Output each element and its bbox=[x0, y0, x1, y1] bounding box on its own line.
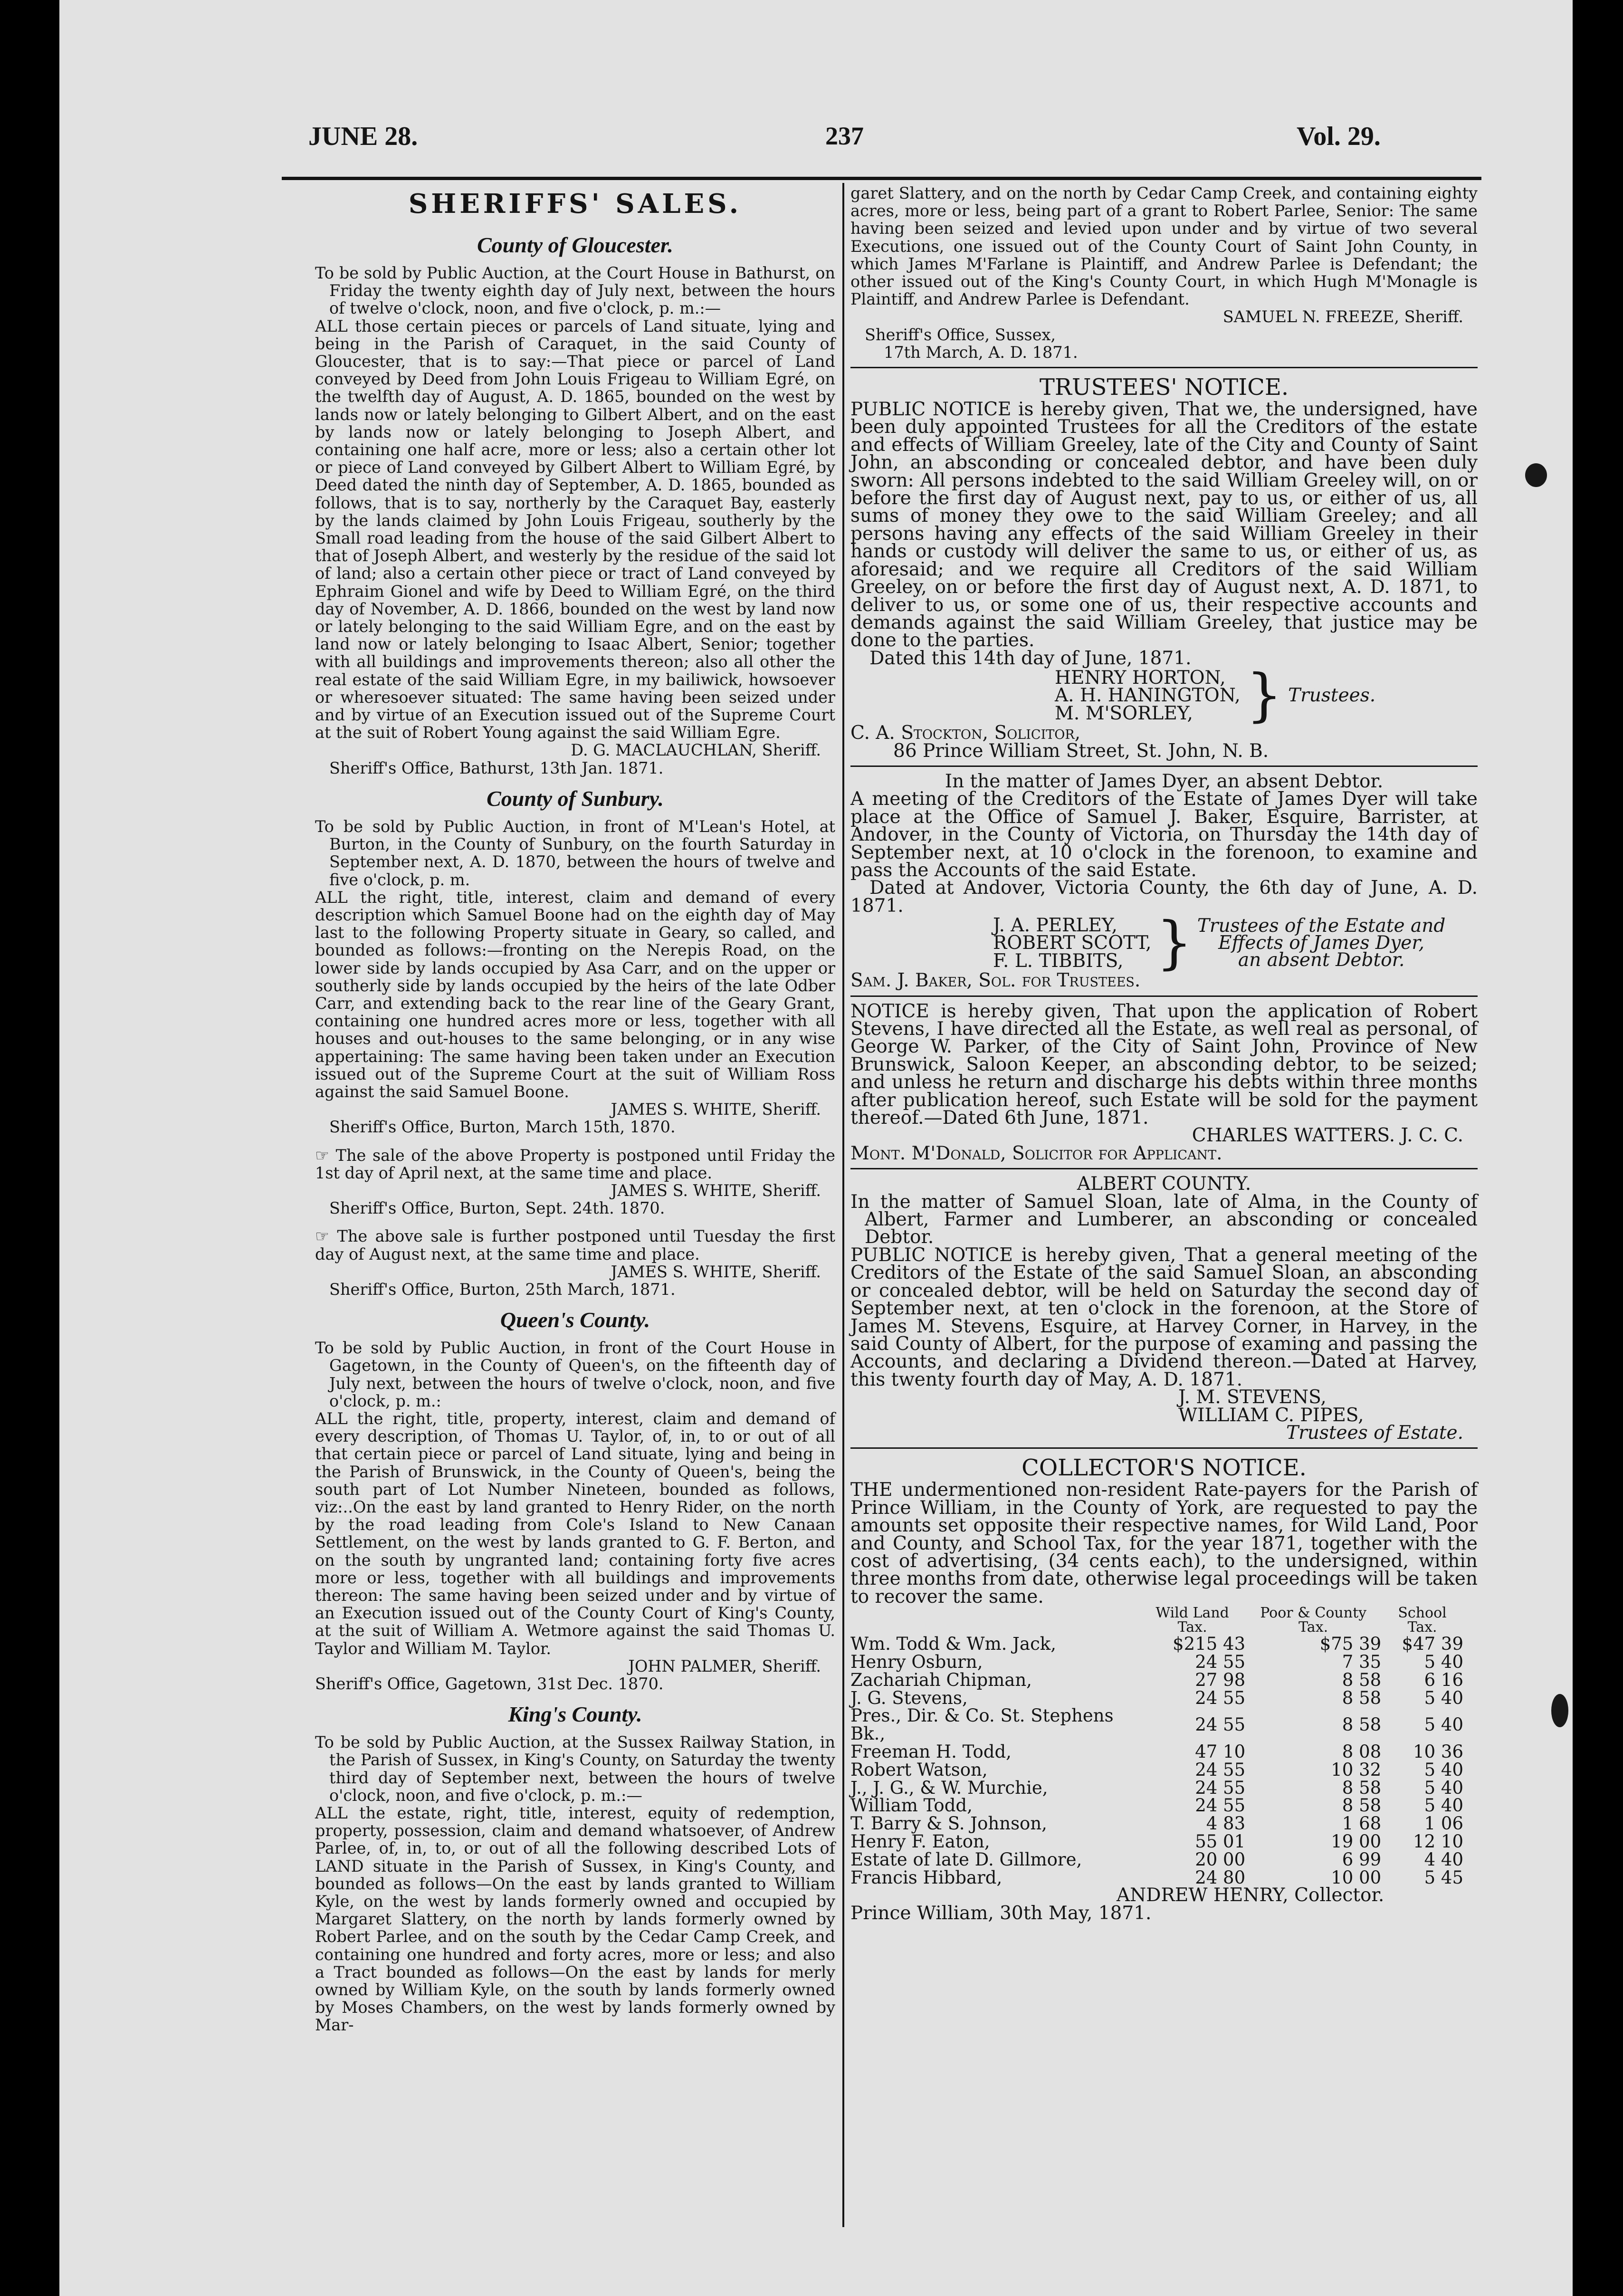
tax-amount: 6 16 bbox=[1424, 1669, 1463, 1690]
sunbury-body: ALL the right, title, interest, claim and demand of every description which Samuel Boone had on the eighth day of May last to the following Property situate in Geary, so called, and bounded as follows:—fronting on the Nerepis Road, on the lower side by lands occupied by Asa Carr, and on the upper or southerly side by lands occupied by the heirs of the late Odber Carr, and extending back to the rear line of the Geary Grant, containing one hundred acres more or less, together with all houses and out-houses to the same belonging, or in any wise appertaining: The same having been taken under an Execution issued out of the Supreme Court at the suit of William Ross against the said Samuel Boone. bbox=[315, 888, 835, 1101]
collector-signature: ANDREW HENRY, Collector. bbox=[1117, 1885, 1384, 1906]
trustee-name: F. L. TIBBITS, bbox=[993, 950, 1124, 972]
dyer-notice bbox=[850, 770, 1478, 992]
column-header: Poor & County Tax. bbox=[1260, 1605, 1367, 1636]
sheriffs-sales-title: SHERIFFS' SALES. bbox=[408, 188, 742, 220]
tax-amount: 8 58 bbox=[1342, 1669, 1382, 1690]
ratepayer-name: Pres., Dir. & Co. St. Stephens Bk., bbox=[850, 1705, 1114, 1744]
tax-amount: 5 40 bbox=[1424, 1714, 1463, 1735]
stevens-notice bbox=[850, 1000, 1478, 1164]
dyer-solicitor: Sam. J. Baker, Sol. for Trustees. bbox=[850, 970, 1141, 992]
table-row bbox=[850, 1635, 1463, 1653]
tax-amount: 10 00 bbox=[1331, 1867, 1382, 1888]
gloucester-intro: To be sold by Public Auction, at the Court House in Bathurst, on Friday the twenty eighth day of July next, between the hours of twelve o'clock, noon, and five o'clock, p. m.:— bbox=[315, 264, 835, 318]
trustees-label: Trustees. bbox=[1288, 685, 1376, 707]
sunbury-postpone-1: ☞ The sale of the above Property is postponed until Friday the 1st day of April next, at the same time and place. bbox=[315, 1146, 835, 1182]
table-row bbox=[850, 1743, 1463, 1761]
tax-amount: 24 55 bbox=[1195, 1795, 1246, 1816]
tax-amount: 10 32 bbox=[1331, 1759, 1382, 1780]
gloucester-office: Sheriff's Office, Bathurst, 13th Jan. 1871. bbox=[329, 758, 664, 777]
albert-name-2: WILLIAM C. PIPES, bbox=[1178, 1404, 1364, 1426]
collector-place-date: Prince William, 30th May, 1871. bbox=[850, 1902, 1152, 1924]
dyer-dated: Dated at Andover, Victoria County, the 6th day of June, A. D. 1871. bbox=[850, 877, 1478, 917]
tax-amount: 5 45 bbox=[1424, 1867, 1463, 1888]
trustees-notice bbox=[850, 374, 1478, 760]
ratepayer-name: Henry F. Eaton, bbox=[850, 1831, 990, 1852]
kings-heading: King's County. bbox=[508, 1702, 642, 1727]
tax-amount: 24 80 bbox=[1195, 1867, 1246, 1888]
table-row bbox=[850, 1653, 1463, 1671]
tax-amount: 5 40 bbox=[1424, 1759, 1463, 1780]
trustees-address: 86 Prince William Street, St. John, N. B. bbox=[893, 740, 1269, 762]
tax-amount: $75 39 bbox=[1319, 1634, 1382, 1655]
albert-matter: In the matter of Samuel Sloan, late of Alma, in the County of Albert, Farmer and Lumberer, an absconding or concealed Debtor. bbox=[850, 1191, 1478, 1248]
sunbury-office-3: Sheriff's Office, Burton, 25th March, 1871. bbox=[329, 1280, 676, 1299]
tax-amount: 8 58 bbox=[1342, 1714, 1382, 1735]
table-row bbox=[850, 1671, 1463, 1689]
tax-amount: 5 40 bbox=[1424, 1777, 1463, 1798]
collector-body: THE undermentioned non-resident Rate-payers for the Parish of Prince William, in the County of York, are requested to pay the amounts set opposite their respective names, for Wild Land, Poor and County, and School Tax, for the year 1871, together with the cost of advertising, (34 cents each), to the undersigned, within three months from date, otherwise legal proceedings will be taken to recover the same. bbox=[850, 1479, 1478, 1607]
sunbury-office-1: Sheriff's Office, Burton, March 15th, 1870. bbox=[329, 1118, 676, 1137]
table-row bbox=[850, 1833, 1463, 1851]
trustee-name: HENRY HORTON, bbox=[1055, 667, 1226, 689]
kings-intro: To be sold by Public Auction, at the Sussex Railway Station, in the Parish of Sussex, in King's County, on Saturday the twenty third day of September next, between the hours of twelve o'clock, noon, and five o'clock, p. m.:— bbox=[315, 1733, 835, 1805]
tax-amount: 8 58 bbox=[1342, 1687, 1382, 1708]
stevens-body: NOTICE is hereby given, That upon the application of Robert Stevens, I have directed all the Estate, as well real as personal, of George W. Parker, of the City of Saint John, Province of New Brunswick, Saloon Keeper, an absconding debtor, to be seized; and unless he return and discharge his debts within three months after publication hereof, such Estate will be sold for the payment thereof.—Dated 6th June, 1871. bbox=[850, 1000, 1478, 1129]
dyer-matter: In the matter of James Dyer, an absent Debtor. bbox=[945, 770, 1384, 792]
tax-amount: 6 99 bbox=[1342, 1849, 1382, 1870]
tax-table bbox=[850, 1606, 1463, 1886]
dyer-signatures bbox=[850, 910, 1478, 976]
table-row bbox=[850, 1797, 1463, 1815]
trustee-name: ROBERT SCOTT, bbox=[993, 932, 1152, 954]
table-row bbox=[850, 1689, 1463, 1707]
right-column bbox=[850, 184, 1478, 1922]
kings-notice bbox=[315, 1699, 835, 2034]
tax-amount: $47 39 bbox=[1402, 1634, 1463, 1655]
sunbury-office-2: Sheriff's Office, Burton, Sept. 24th. 1870. bbox=[329, 1199, 665, 1218]
ratepayer-name: J. G. Stevens, bbox=[850, 1687, 968, 1708]
gloucester-notice bbox=[315, 230, 835, 777]
volume-label: Vol. 29. bbox=[1297, 122, 1381, 151]
queens-office: Sheriff's Office, Gagetown, 31st Dec. 1870. bbox=[315, 1674, 664, 1693]
page-number: 237 bbox=[825, 122, 864, 150]
sunbury-sheriff-1: JAMES S. WHITE, Sheriff. bbox=[611, 1100, 821, 1119]
sunbury-intro: To be sold by Public Auction, in front of M'Lean's Hotel, at Burton, in the County of Sunbury, on the fourth Saturday in September next, A. D. 1870, between the hours of twelve and five o'clock, p. m. bbox=[315, 817, 835, 889]
issue-date: JUNE 28. bbox=[308, 122, 418, 151]
dyer-label-1: Trustees of the Estate and bbox=[1197, 915, 1446, 937]
trustees-dated: Dated this 14th day of June, 1871. bbox=[869, 647, 1192, 669]
stevens-signed: CHARLES WATTERS. J. C. C. bbox=[1192, 1125, 1463, 1147]
ratepayer-name: Freeman H. Todd, bbox=[850, 1741, 1012, 1762]
albert-body: PUBLIC NOTICE is hereby given, That a general meeting of the Creditors of the Estate of the said Samuel Sloan, an absconding or concealed debtor, will be held on Saturday the second day of September next, at ten o'clock in the forenoon, at the Store of James M. Stevens, Esquire, at Harvey Corner, in Harvey, in the said County of Albert, for the purpose of examing and passing the Accounts, and declaring a Dividend thereon.—Dated at Harvey, this twenty fourth day of May, A. D. 1871. bbox=[850, 1244, 1478, 1390]
sunbury-heading: County of Sunbury. bbox=[487, 786, 664, 811]
divider bbox=[850, 1447, 1478, 1449]
brace: } bbox=[1246, 662, 1283, 729]
ratepayer-name: Zachariah Chipman, bbox=[850, 1669, 1032, 1690]
trustee-name: J. A. PERLEY, bbox=[993, 915, 1117, 937]
table-row bbox=[850, 1851, 1463, 1869]
tax-amount: 5 40 bbox=[1424, 1651, 1463, 1672]
table-row bbox=[850, 1815, 1463, 1833]
tax-amount: 27 98 bbox=[1195, 1669, 1246, 1690]
header-rule bbox=[282, 177, 1481, 180]
tax-amount: 47 10 bbox=[1195, 1741, 1246, 1762]
column-header: School Tax. bbox=[1398, 1605, 1447, 1636]
ratepayer-name: William Todd, bbox=[850, 1795, 973, 1816]
tax-amount: 24 55 bbox=[1195, 1687, 1246, 1708]
tax-amount: 24 55 bbox=[1195, 1651, 1246, 1672]
page-edge-tab bbox=[59, 289, 76, 317]
ratepayer-name: Henry Osburn, bbox=[850, 1651, 983, 1672]
tax-amount: 8 58 bbox=[1342, 1777, 1382, 1798]
trustee-name: A. H. HANINGTON, bbox=[1055, 685, 1241, 707]
tax-amount: 24 55 bbox=[1195, 1777, 1246, 1798]
sunbury-sheriff-3: JAMES S. WHITE, Sheriff. bbox=[611, 1262, 821, 1281]
tax-amount: 8 58 bbox=[1342, 1795, 1382, 1816]
albert-title: ALBERT COUNTY. bbox=[1077, 1173, 1251, 1195]
brace: } bbox=[1156, 910, 1193, 976]
tax-amount: 24 55 bbox=[1195, 1714, 1246, 1735]
divider bbox=[850, 765, 1478, 767]
ratepayer-name: J., J. G., & W. Murchie, bbox=[850, 1777, 1048, 1798]
tax-amount: 10 36 bbox=[1413, 1741, 1463, 1762]
ink-blot bbox=[1551, 1694, 1568, 1727]
tax-amount: 1 68 bbox=[1342, 1813, 1382, 1834]
tax-amount: 8 08 bbox=[1342, 1741, 1382, 1762]
albert-name-1: J. M. STEVENS, bbox=[1178, 1387, 1327, 1408]
sunbury-postpone-2: ☞ The above sale is further postponed until Tuesday the first day of August next, at the same time and place. bbox=[315, 1227, 835, 1263]
collector-notice bbox=[850, 1454, 1478, 1922]
divider bbox=[850, 995, 1478, 997]
ratepayer-name: T. Barry & S. Johnson, bbox=[850, 1813, 1047, 1834]
ratepayer-name: Wm. Todd & Wm. Jack, bbox=[850, 1634, 1056, 1655]
table-row bbox=[850, 1707, 1463, 1743]
dyer-body: A meeting of the Creditors of the Estate of James Dyer will take place at the Office of Samuel J. Baker, Esquire, Barrister, at Andover, in the County of Victoria, on Thursday the 14th day of September next, at 10 o'clock in the forenoon, to examine and pass the Accounts of the said Estate. bbox=[850, 788, 1478, 881]
newspaper-page bbox=[59, 0, 1573, 2296]
column-header: Wild Land Tax. bbox=[1155, 1605, 1229, 1636]
sunbury-sheriff-2: JAMES S. WHITE, Sheriff. bbox=[611, 1181, 821, 1200]
dyer-label-3: an absent Debtor. bbox=[1238, 949, 1405, 971]
divider bbox=[850, 367, 1478, 368]
trustees-solicitor: C. A. Stockton, Solicitor, bbox=[850, 722, 1081, 744]
sunbury-notice bbox=[315, 784, 835, 1298]
ratepayer-name: Francis Hibbard, bbox=[850, 1867, 1002, 1888]
tax-amount: 5 40 bbox=[1424, 1687, 1463, 1708]
trustee-name: M. M'SORLEY, bbox=[1055, 702, 1193, 724]
kings-continued-body: garet Slattery, and on the north by Cedar Camp Creek, and containing eighty acres, more or less, being part of a grant to Robert Parlee, Senior: The same having been seized and levied upon under and by virtue of two several Executions, one issued out of the County Court of Saint John County, in which James M'Farlane is Plaintiff, and Andrew Parlee is Defendant; the other issued out of the King's County Court, in which Hugh M'Monagle is Plaintiff, and Andrew Parlee is Defendant. bbox=[850, 184, 1478, 309]
tax-amount: 1 06 bbox=[1424, 1813, 1463, 1834]
tax-amount: $215 43 bbox=[1173, 1634, 1246, 1655]
tax-amount: 55 01 bbox=[1195, 1831, 1246, 1852]
ratepayer-name: Robert Watson, bbox=[850, 1759, 988, 1780]
queens-body: ALL the right, title, property, interest, claim and demand of every description, of Thomas U. Taylor, of, in, to or out of all that certain piece or parcel of Land situate, lying and being in the Parish of Brunswick, in the County of Queen's, being the south part of Lot Number Nineteen, bounded as follows, viz:..On the east by land granted to Henry Rider, on the north by the road leading from Cole's Island to New Canaan Settlement, on the west by lands granted to G. F. Berton, and on the south by ungranted land; containing forty five acres more or less, together with all buildings and improvements thereon: The same having been seized under and by virtue of an Execution issued out of the County Court of King's County, at the suit of William A. Wetmore against the said Thomas U. Taylor and William M. Taylor. bbox=[315, 1409, 835, 1658]
tax-amount: 12 10 bbox=[1413, 1831, 1463, 1852]
ratepayer-name: Estate of late D. Gillmore, bbox=[850, 1849, 1082, 1870]
tax-amount: 4 83 bbox=[1206, 1813, 1246, 1834]
tax-amount: 4 40 bbox=[1424, 1849, 1463, 1870]
kings-notice-continued bbox=[850, 184, 1478, 361]
trustees-title: TRUSTEES' NOTICE. bbox=[1039, 374, 1289, 401]
queens-intro: To be sold by Public Auction, in front of the Court House in Gagetown, in the County of Queen's, on the fifteenth day of July next, between the hours of twelve o'clock, noon, and five o'clock, p. m.: bbox=[315, 1339, 835, 1410]
queens-notice bbox=[315, 1305, 835, 1693]
queens-heading: Queen's County. bbox=[500, 1308, 650, 1332]
trustees-signatures bbox=[850, 662, 1478, 729]
kings-office-line-1: Sheriff's Office, Sussex, bbox=[865, 325, 1056, 344]
queens-sheriff: JOHN PALMER, Sheriff. bbox=[628, 1656, 821, 1675]
tax-amount: 5 40 bbox=[1424, 1795, 1463, 1816]
left-column bbox=[315, 184, 835, 2034]
albert-label: Trustees of Estate. bbox=[1286, 1422, 1463, 1444]
stevens-solicitor: Mont. M'Donald, Solicitor for Applicant. bbox=[850, 1142, 1222, 1164]
albert-notice bbox=[850, 1175, 1478, 1442]
gloucester-body: ALL those certain pieces or parcels of Land situate, lying and being in the Parish of Caraquet, in the said County of Gloucester, that is to say:—That piece or parcel of Land conveyed by Deed from John Louis Frigeau to William Egré, on the twelfth day of August, A. D. 1865, bounded on the west by lands now or lately belonging to Gilbert Albert, and on the east by lands now or lately belonging to Joseph Albert, and containing one half acre, more or less; also a certain other lot or piece of Land conveyed by Gilbert Albert to William Egré, by Deed dated the ninth day of September, A. D. 1865, bounded as follows, that is to say, northerly by the Caraquet Bay, easterly by the lands claimed by John Louis Frigeau, southerly by the Small road leading from the house of the said Gilbert Albert to that of Joseph Albert, and westerly by the residue of the said lot of land; also a certain other piece or tract of Land conveyed by Ephraim Gionel and wife by Deed to William Egré, on the third day of November, A. D. 1866, bounded on the west by land now or lately belonging to the said William Egre, and on the east by land now or lately belonging to Isaac Albert, Senior; together with all buildings and improvements thereon; also all other the real estate of the said William Egre, in my bailiwick, howsoever or wheresoever situated: The same having been seized under and by virtue of an Execution issued out of the Supreme Court at the suit of Robert Young against the said William Egre. bbox=[315, 316, 835, 742]
tax-amount: 20 00 bbox=[1195, 1849, 1246, 1870]
kings-body: ALL the estate, right, title, interest, equity of redemption, property, possession, claim and demand whatsoever, of Andrew Parlee, of, in, to, or out of all the following described Lots of LAND situate in the Parish of Sussex, in King's County, and bounded as follows—On the east by lands granted to William Kyle, on the west by lands formerly owned and occupied by Margaret Slattery, on the north by lands formerly owned by Robert Parlee, and on the south by the Cedar Camp Creek, and containing one hundred and forty acres, more or less; and also a Tract bounded as follows—On the east by lands for merly owned by William Kyle, on the south by lands formerly owned by Moses Chambers, on the west by lands formerly owned by Mar- bbox=[315, 1804, 835, 2035]
tax-amount: 19 00 bbox=[1331, 1831, 1382, 1852]
column-rule bbox=[842, 183, 844, 2227]
table-row bbox=[850, 1779, 1463, 1797]
divider bbox=[850, 1168, 1478, 1169]
gloucester-sheriff: D. G. MACLAUCHLAN, Sheriff. bbox=[571, 741, 821, 760]
table-row bbox=[850, 1761, 1463, 1779]
ink-blot bbox=[1525, 463, 1547, 487]
gloucester-heading: County of Gloucester. bbox=[477, 233, 673, 257]
trustees-body: PUBLIC NOTICE is hereby given, That we, the undersigned, have been duly appointed Trustees for all the Creditors of the estate and effects of William Greeley, late of the City and County of Saint John, an absconding or concealed debtor, and have been duly sworn: All persons indebted to the said William Greeley will, on or before the first day of August next, pay to us, or either of us, all sums of money they owe to the said William Greeley; and all persons having any effects of the said William Greeley in their hands or custody will deliver the same to us, or either of us, as aforesaid; and we require all Creditors of the said William Greeley, on or before the first day of August next, A. D. 1871, to deliver to us, or some one of us, their respective accounts and demands against the said William Greeley, that justice may be done to the parties. bbox=[850, 399, 1478, 651]
collector-title: COLLECTOR'S NOTICE. bbox=[1022, 1454, 1307, 1482]
tax-amount: 24 55 bbox=[1195, 1759, 1246, 1780]
kings-office-line-2: 17th March, A. D. 1871. bbox=[884, 343, 1078, 362]
kings-sheriff: SAMUEL N. FREEZE, Sheriff. bbox=[1222, 307, 1463, 326]
tax-amount: 7 35 bbox=[1342, 1651, 1382, 1672]
dyer-label-2: Effects of James Dyer, bbox=[1218, 932, 1425, 954]
table-row bbox=[850, 1869, 1463, 1887]
